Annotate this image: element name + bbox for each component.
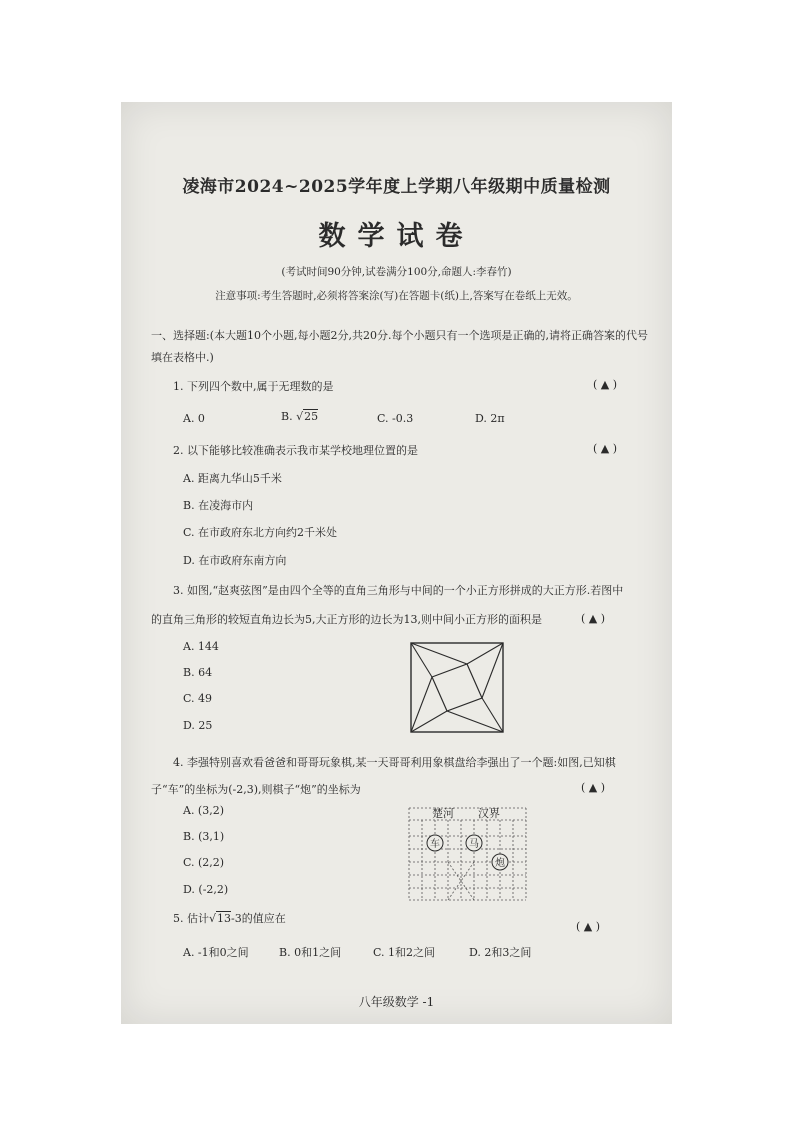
q1-option-a: A. 0: [183, 412, 205, 425]
q5-stem-suffix: -3的值应在: [231, 912, 286, 925]
triangle-edge: [411, 643, 432, 732]
q5-option-d: D. 2和3之间: [469, 946, 532, 959]
q4-stem-line2: 子“车”的坐标为(-2,3),则棋子“炮”的坐标为: [151, 783, 361, 796]
q5-stem: [173, 910, 286, 926]
q3-stem-line1: 3. 如图,“赵爽弦图”是由四个全等的直角三角形与中间的一个小正方形拼成的大正方形.若图中: [173, 584, 624, 597]
q1-option-b: [281, 410, 318, 423]
triangle-edge: [482, 643, 503, 732]
piece-che-label: 车: [430, 839, 440, 850]
piece-ma-label: 马: [469, 839, 479, 850]
q3-option-b: B. 64: [183, 666, 213, 679]
exam-sheet: [121, 102, 672, 1024]
triangle-edge: [411, 643, 503, 664]
exam-info: (考试时间90分钟,试卷满分100分,命题人:李春竹): [281, 266, 512, 278]
chessboard-figure: [408, 806, 528, 902]
q5-stem-prefix: 5. 估计: [173, 912, 209, 925]
q4-option-d: D. (-2,2): [183, 883, 229, 896]
q2-option-a: A. 距离九华山5千米: [183, 472, 282, 485]
subject-title: 数学试卷: [318, 221, 475, 252]
small-square: [432, 664, 482, 711]
q3-option-a: A. 144: [183, 640, 219, 653]
page-footer: 八年级数学 -1: [358, 995, 435, 1009]
q2-stem: 2. 以下能够比较准确表示我市某学校地理位置的是: [173, 444, 418, 457]
q4-answer-mark: ( ▲ ): [581, 781, 606, 794]
exam-title: 凌海市2024~2025学年度上学期八年级期中质量检测: [182, 177, 611, 197]
q1-stem: 1. 下列四个数中,属于无理数的是: [173, 380, 334, 393]
piece-pao-label: 炮: [495, 858, 505, 869]
q1-option-b-label: B.: [281, 410, 293, 423]
sqrt-sign: √: [209, 912, 217, 925]
sqrt-sign: √: [296, 410, 304, 423]
board-grid: [409, 808, 526, 900]
q5-answer-mark: ( ▲ ): [576, 920, 601, 933]
q3-option-d: D. 25: [183, 719, 213, 732]
q5-option-b: B. 0和1之间: [279, 946, 342, 959]
q3-option-c: C. 49: [183, 692, 213, 705]
q4-option-c: C. (2,2): [183, 856, 225, 869]
q1-answer-mark: ( ▲ ): [593, 378, 618, 391]
section-heading: 一、选择题:(本大题10个小题,每小题2分,共20分.每个小题只有一个选项是正确的,请将正确答案的代号填在表格中.): [151, 329, 648, 364]
q1-option-d: D. 2π: [475, 412, 505, 425]
q4-option-b: B. (3,1): [183, 830, 225, 843]
q1-option-c: C. -0.3: [377, 412, 414, 425]
q2-option-c: C. 在市政府东北方向约2千米处: [183, 526, 338, 539]
zhaoshuang-figure: [410, 642, 505, 734]
q2-option-b: B. 在凌海市内: [183, 499, 254, 512]
q5-option-a: A. -1和0之间: [183, 946, 249, 959]
q1-option-b-radicand: 25: [304, 410, 319, 423]
q4-option-a: A. (3,2): [183, 804, 225, 817]
q3-stem-line2: 的直角三角形的较短直角边长为5,大正方形的边长为13,则中间小正方形的面积是: [151, 613, 542, 626]
q5-radicand: 13: [217, 912, 232, 925]
q5-option-c: C. 1和2之间: [373, 946, 436, 959]
q2-option-d: D. 在市政府东南方向: [183, 554, 287, 567]
q2-answer-mark: ( ▲ ): [593, 442, 618, 455]
q4-stem-line1: 4. 李强特别喜欢看爸爸和哥哥玩象棋,某一天哥哥利用象棋盘给李强出了一个题:如图,已知棋: [173, 756, 616, 769]
large-square: [411, 643, 503, 732]
triangle-edge: [411, 711, 503, 732]
q3-answer-mark: ( ▲ ): [581, 612, 606, 625]
river-label-left: 楚河: [432, 807, 454, 820]
river-label-right: 汉界: [478, 807, 500, 820]
exam-notice: 注意事项:考生答题时,必须将答案涂(写)在答题卡(纸)上,答案写在卷纸上无效。: [215, 290, 578, 302]
